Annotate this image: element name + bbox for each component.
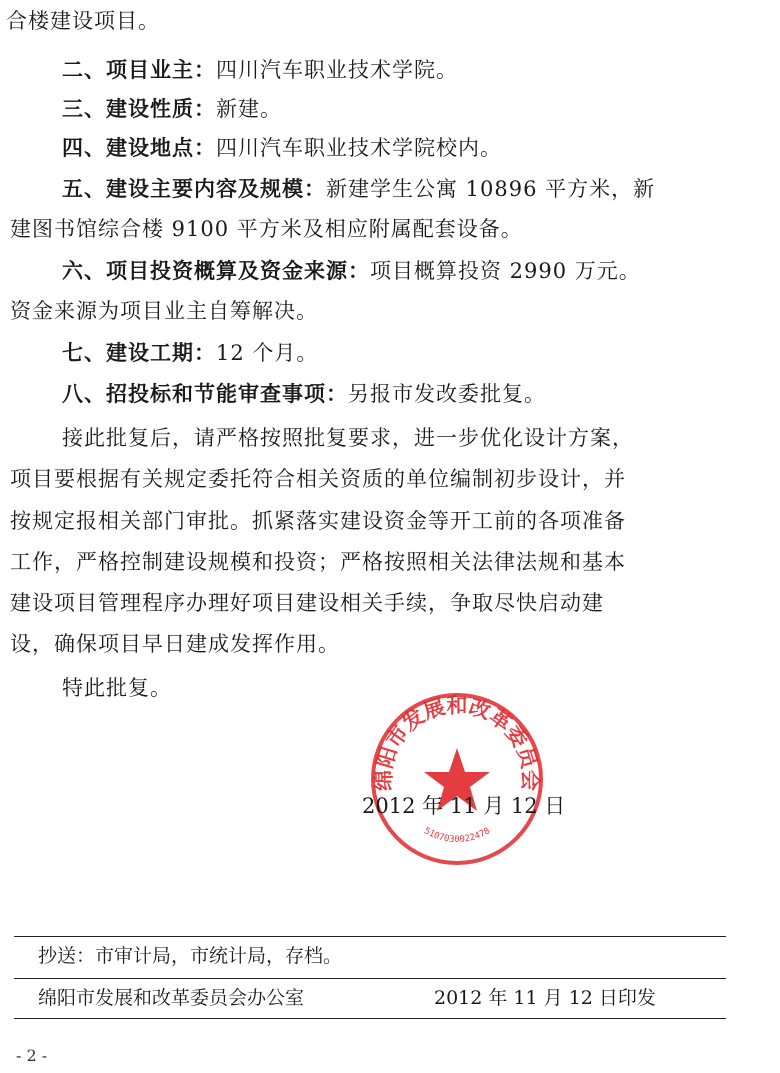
body-line-11: 接此批复后，请严格按照批复要求，进一步优化设计方案， [62, 426, 634, 450]
item-scope-cont: 建图书馆综合楼 9100 平方米及相应附属配套设备。 [10, 217, 523, 241]
item-investment-heading: 六、项目投资概算及资金来源： [62, 259, 370, 283]
item-period-text: 12 个月。 [216, 341, 319, 365]
body-line-14: 工作，严格控制建设规模和投资；严格按照相关法律法规和基本 [10, 550, 626, 574]
official-seal [368, 690, 546, 868]
item-owner [62, 57, 780, 83]
item-location-text: 四川汽车职业技术学院校内。 [216, 136, 502, 160]
item-investment [62, 258, 780, 284]
body-line-13: 按规定报相关部门审批。抓紧落实建设资金等开工前的各项准备 [10, 509, 626, 533]
body-line-15: 建设项目管理程序办理好项目建设相关手续，争取尽快启动建 [10, 591, 604, 615]
item-scope-heading: 五、建设主要内容及规模： [62, 177, 326, 201]
body-line-1: 合楼建设项目。 [6, 9, 160, 33]
seal-code: 5107030022478 [421, 826, 493, 846]
item-nature [62, 96, 780, 122]
item-period [62, 340, 780, 366]
item-nature-heading: 三、建设性质： [62, 97, 216, 121]
cc-line: 抄送：市审计局，市统计局，存档。 [38, 945, 343, 967]
footer-bottom-rule [14, 1018, 726, 1019]
seal-text: 绵阳市发展和改革委员会 [371, 693, 543, 792]
print-date: 2012 年 11 月 12 日印发 [434, 987, 656, 1009]
item-location-heading: 四、建设地点： [62, 136, 216, 160]
item-owner-text: 四川汽车职业技术学院。 [216, 58, 458, 82]
item-owner-heading: 二、项目业主： [62, 58, 216, 82]
item-period-heading: 七、建设工期： [62, 341, 216, 365]
item-bidding-text: 另报市发改委批复。 [348, 382, 546, 406]
issuing-office: 绵阳市发展和改革委员会办公室 [38, 987, 305, 1009]
body-line-16: 设，确保项目早日建成发挥作用。 [10, 632, 340, 656]
footer-middle-rule [14, 978, 726, 979]
footer-top-rule [14, 936, 726, 937]
item-investment-text: 项目概算投资 2990 万元。 [370, 259, 641, 283]
item-location [62, 135, 780, 161]
item-scope-text: 新建学生公寓 10896 平方米，新 [326, 177, 656, 201]
item-bidding [62, 381, 780, 407]
issue-date: 2012 年 11 月 12 日 [362, 794, 566, 818]
item-nature-text: 新建。 [216, 97, 282, 121]
page-number: - 2 - [16, 1046, 48, 1065]
item-scope [62, 176, 780, 202]
svg-text:5107030022478 [422, 826, 492, 845]
item-bidding-heading: 八、招投标和节能审查事项： [62, 382, 348, 406]
closing-line: 特此批复。 [62, 676, 172, 700]
body-line-12: 项目要根据有关规定委托符合相关资质的单位编制初步设计，并 [10, 467, 626, 491]
item-investment-cont: 资金来源为项目业主自筹解决。 [10, 299, 318, 323]
